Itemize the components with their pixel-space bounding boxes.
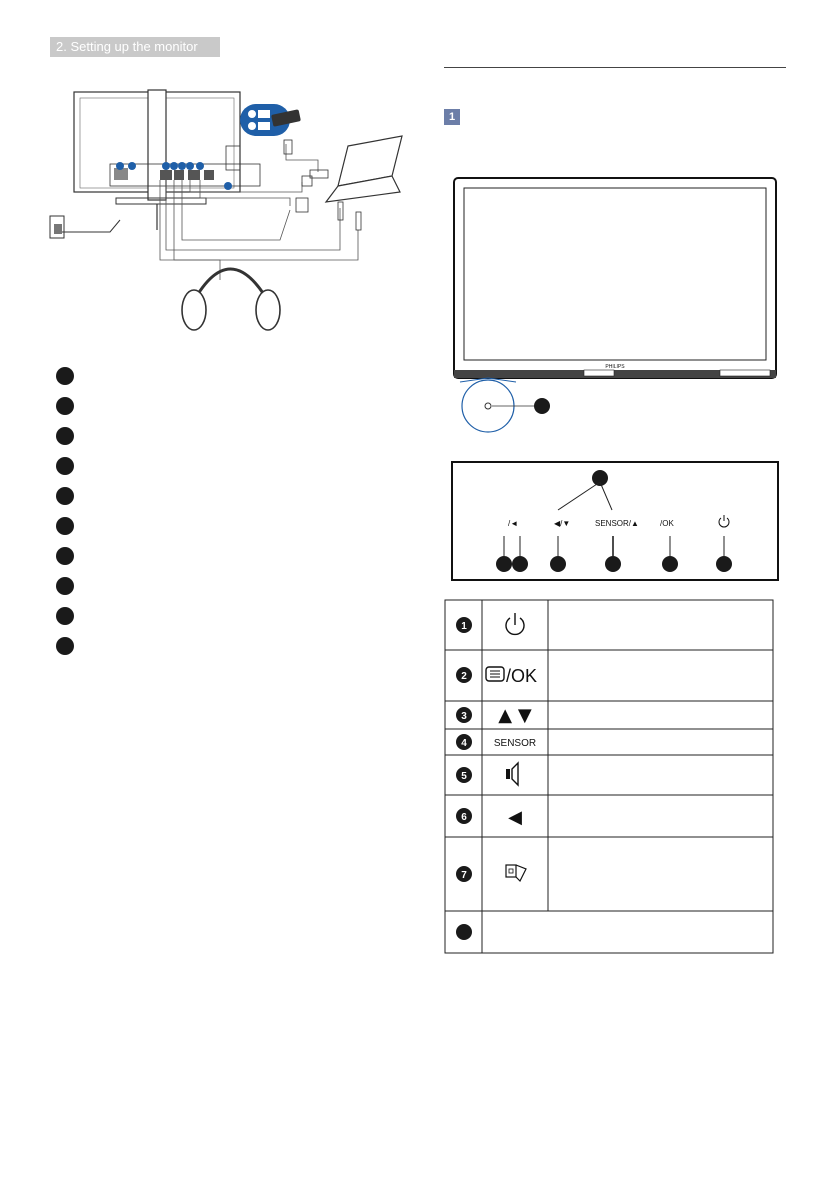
key-menu-ok: /OK [506,666,538,686]
row-number: 5 [461,771,467,782]
row-number: 7 [461,870,467,881]
step-badge: 1 [444,109,460,125]
legend-bullet [56,487,74,505]
laptop-illustration [326,136,402,202]
legend-bullet [56,457,74,475]
legend-bullet [56,637,74,655]
control-panel-diagram [450,460,780,584]
monitor-front-illustration [450,176,790,436]
key-smartimage-back-label: /◄ [508,519,519,528]
legend-bullet [56,547,74,565]
legend-bullet [56,607,74,625]
legend-bullet [56,577,74,595]
legend-bullet [56,517,74,535]
row-number: 1 [461,621,467,632]
row-number: 6 [461,812,467,823]
key-up-down: ▲ ▼ [498,705,532,726]
legend-bullet [56,427,74,445]
key-menu-ok-label: /OK [660,519,674,528]
table-row [456,924,472,940]
legend-bullet [56,367,74,385]
row-number: 3 [461,711,467,722]
section-title: 2. Setting up the monitor [50,37,220,57]
key-volume-down-label: ◀/▼ [554,519,571,528]
legend-bullet [56,397,74,415]
monitor-brand: PHILIPS [605,364,625,370]
connection-diagram [40,80,410,350]
row-number: 4 [461,738,467,749]
headphones-illustration [160,180,280,330]
sensor-callout-dot [534,398,550,414]
key-sensor: SENSOR [493,738,537,749]
key-table [444,599,774,955]
key-sensor-up-label: SENSOR/▲ [595,519,639,528]
key-back: ◀ [508,807,522,828]
monitor-back-illustration [50,90,402,330]
top-rule [444,67,786,68]
row-number: 2 [461,671,467,682]
